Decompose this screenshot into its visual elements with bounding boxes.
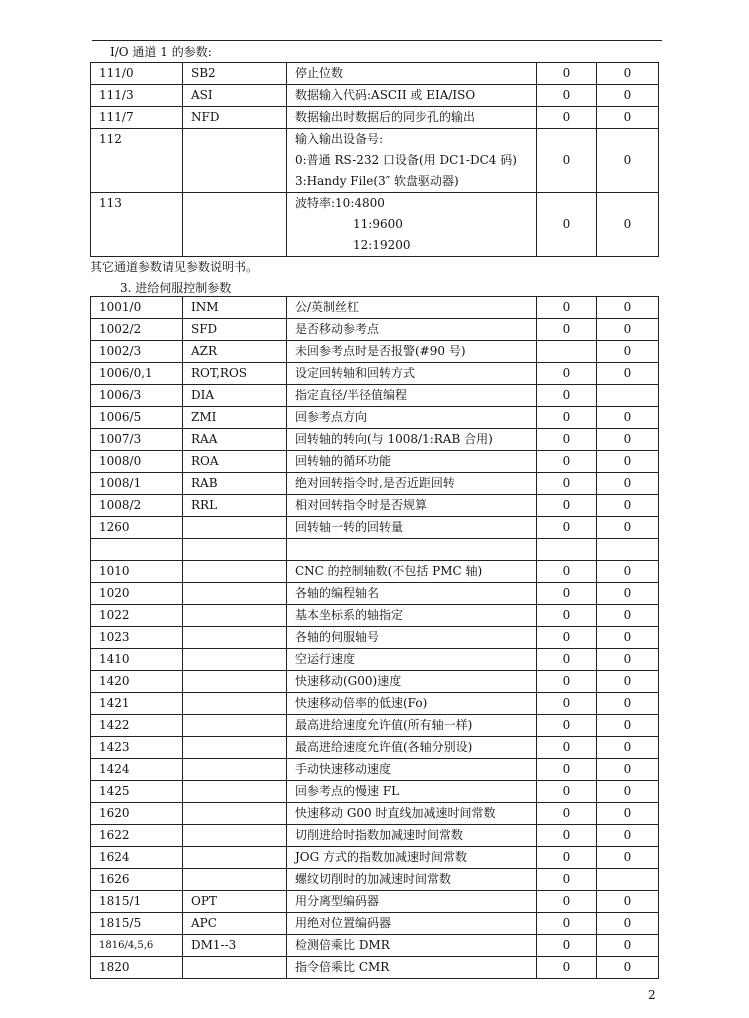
- param-value-1: 0: [537, 129, 597, 193]
- param-value-1: 0: [537, 561, 597, 583]
- table-row: [91, 129, 659, 193]
- param-symbol: [183, 869, 287, 891]
- param-number: 112: [91, 129, 183, 193]
- param-number: 1410: [91, 649, 183, 671]
- param-number: 1425: [91, 781, 183, 803]
- param-number: 113: [91, 193, 183, 257]
- param-symbol: [183, 539, 287, 561]
- table-row: [91, 781, 659, 803]
- param-description: 回转轴一转的回转量: [287, 517, 537, 539]
- param-number: 1022: [91, 605, 183, 627]
- table-row: [91, 891, 659, 913]
- param-value-2: 0: [597, 583, 659, 605]
- table-row: [91, 583, 659, 605]
- table-row: [91, 671, 659, 693]
- param-number: 1620: [91, 803, 183, 825]
- description-line: 3:Handy File(3″ 软盘驱动器): [295, 174, 459, 188]
- param-value-1: 0: [537, 385, 597, 407]
- param-symbol: [183, 671, 287, 693]
- param-number: 1007/3: [91, 429, 183, 451]
- param-value-2: [597, 539, 659, 561]
- param-description: [287, 193, 537, 257]
- param-value-2: 0: [597, 605, 659, 627]
- param-value-1: 0: [537, 913, 597, 935]
- param-number: 1008/0: [91, 451, 183, 473]
- param-value-1: 0: [537, 671, 597, 693]
- param-symbol: [183, 737, 287, 759]
- param-number: 1008/2: [91, 495, 183, 517]
- param-description: 用分离型编码器: [287, 891, 537, 913]
- param-value-2: 0: [597, 957, 659, 979]
- param-symbol: [183, 715, 287, 737]
- servo-parameter-table: [90, 296, 659, 979]
- param-value-2: 0: [597, 627, 659, 649]
- param-symbol: DIA: [183, 385, 287, 407]
- table-row: [91, 539, 659, 561]
- param-value-2: 0: [597, 649, 659, 671]
- param-symbol: [183, 561, 287, 583]
- param-symbol: [183, 193, 287, 257]
- param-value-2: 0: [597, 891, 659, 913]
- param-symbol: RAB: [183, 473, 287, 495]
- param-symbol: [183, 957, 287, 979]
- param-symbol: AZR: [183, 341, 287, 363]
- param-description: 最高进给速度允许值(各轴分别设): [287, 737, 537, 759]
- param-description: 相对回转指令时是否规算: [287, 495, 537, 517]
- param-symbol: [183, 649, 287, 671]
- param-description: CNC 的控制轴数(不包括 PMC 轴): [287, 561, 537, 583]
- param-value-1: 0: [537, 891, 597, 913]
- table-row: [91, 957, 659, 979]
- table-row: [91, 385, 659, 407]
- param-number: 1260: [91, 517, 183, 539]
- param-number: [91, 539, 183, 561]
- param-number: 1622: [91, 825, 183, 847]
- param-number: 1023: [91, 627, 183, 649]
- param-value-1: 0: [537, 649, 597, 671]
- param-value-1: 0: [537, 583, 597, 605]
- param-value-2: 0: [597, 451, 659, 473]
- param-value-1: 0: [537, 63, 597, 85]
- param-number: 1006/3: [91, 385, 183, 407]
- param-symbol: APC: [183, 913, 287, 935]
- param-value-2: [597, 869, 659, 891]
- param-value-1: 0: [537, 517, 597, 539]
- table-row: [91, 561, 659, 583]
- param-description: 检测倍乘比 DMR: [287, 935, 537, 957]
- param-description: 是否移动参考点: [287, 319, 537, 341]
- param-value-2: 0: [597, 85, 659, 107]
- param-number: 111/3: [91, 85, 183, 107]
- table-row: [91, 85, 659, 107]
- param-description: 各轴的伺服轴号: [287, 627, 537, 649]
- param-value-1: 0: [537, 737, 597, 759]
- param-description: 空运行速度: [287, 649, 537, 671]
- table-row: [91, 737, 659, 759]
- param-number: 1006/0,1: [91, 363, 183, 385]
- param-value-2: 0: [597, 107, 659, 129]
- param-number: 111/0: [91, 63, 183, 85]
- param-value-2: 0: [597, 803, 659, 825]
- param-value-2: 0: [597, 429, 659, 451]
- param-value-2: [597, 385, 659, 407]
- table-row: [91, 869, 659, 891]
- param-value-1: 0: [537, 605, 597, 627]
- description-line: 0:普通 RS-232 口设备(用 DC1-DC4 码): [295, 153, 517, 167]
- param-number: 1423: [91, 737, 183, 759]
- param-description: 数据输入代码:ASCII 或 EIA/ISO: [287, 85, 537, 107]
- param-value-2: 0: [597, 517, 659, 539]
- param-number: 1422: [91, 715, 183, 737]
- param-description: 快速移动 G00 时直线加减速时间常数: [287, 803, 537, 825]
- param-number: 1626: [91, 869, 183, 891]
- param-number: 1421: [91, 693, 183, 715]
- param-description: [287, 129, 537, 193]
- param-number: 1820: [91, 957, 183, 979]
- param-value-1: 0: [537, 429, 597, 451]
- param-description: JOG 方式的指数加减速时间常数: [287, 847, 537, 869]
- table-row: [91, 715, 659, 737]
- param-description: 快速移动倍率的低速(Fo): [287, 693, 537, 715]
- param-description: 指令倍乘比 CMR: [287, 957, 537, 979]
- param-number: 111/7: [91, 107, 183, 129]
- param-symbol: ROA: [183, 451, 287, 473]
- param-value-1: 0: [537, 627, 597, 649]
- param-value-2: 0: [597, 781, 659, 803]
- param-value-2: 0: [597, 913, 659, 935]
- param-value-2: 0: [597, 341, 659, 363]
- table-row: [91, 407, 659, 429]
- servo-table-body: [91, 297, 659, 979]
- table-row: [91, 193, 659, 257]
- param-description: 未回参考点时是否报警(#90 号): [287, 341, 537, 363]
- param-value-1: 0: [537, 495, 597, 517]
- param-value-1: 0: [537, 957, 597, 979]
- param-value-2: 0: [597, 297, 659, 319]
- param-value-1: 0: [537, 825, 597, 847]
- param-description: 数据输出时数据后的同步孔的输出: [287, 107, 537, 129]
- param-value-2: 0: [597, 407, 659, 429]
- param-symbol: [183, 605, 287, 627]
- param-value-1: [537, 341, 597, 363]
- note-text: 其它通道参数请见参数说明书。: [90, 260, 259, 274]
- param-value-2: 0: [597, 561, 659, 583]
- param-symbol: [183, 759, 287, 781]
- param-number: 1002/2: [91, 319, 183, 341]
- param-symbol: SB2: [183, 63, 287, 85]
- param-value-1: 0: [537, 693, 597, 715]
- param-symbol: [183, 781, 287, 803]
- table-row: [91, 297, 659, 319]
- table-row: [91, 429, 659, 451]
- param-symbol: OPT: [183, 891, 287, 913]
- param-symbol: SFD: [183, 319, 287, 341]
- param-value-2: 0: [597, 129, 659, 193]
- param-value-1: 0: [537, 85, 597, 107]
- table-row: [91, 627, 659, 649]
- param-value-2: 0: [597, 693, 659, 715]
- param-value-1: 0: [537, 107, 597, 129]
- param-value-1: 0: [537, 473, 597, 495]
- param-description: 手动快速移动速度: [287, 759, 537, 781]
- param-value-2: 0: [597, 847, 659, 869]
- param-description: 基本坐标系的轴指定: [287, 605, 537, 627]
- param-description: 螺纹切削时的加减速时间常数: [287, 869, 537, 891]
- param-description: 指定直径/半径值编程: [287, 385, 537, 407]
- param-symbol: RRL: [183, 495, 287, 517]
- description-line: 11:9600: [353, 217, 403, 231]
- param-symbol: [183, 627, 287, 649]
- section-heading-io-channel: I/O 通道 1 的参数:: [110, 45, 212, 59]
- param-value-1: [537, 539, 597, 561]
- param-number: 1815/5: [91, 913, 183, 935]
- param-description: 回转轴的循环功能: [287, 451, 537, 473]
- param-symbol: [183, 847, 287, 869]
- param-symbol: [183, 583, 287, 605]
- param-description: 回参考点方向: [287, 407, 537, 429]
- param-number: 1020: [91, 583, 183, 605]
- param-number: 1420: [91, 671, 183, 693]
- param-symbol: [183, 129, 287, 193]
- param-symbol: ROT,ROS: [183, 363, 287, 385]
- param-value-2: 0: [597, 935, 659, 957]
- table-row: [91, 451, 659, 473]
- param-value-2: 0: [597, 63, 659, 85]
- param-number: 1002/3: [91, 341, 183, 363]
- param-symbol: INM: [183, 297, 287, 319]
- header-rule: [92, 40, 662, 41]
- section-heading-servo: 3. 进给伺服控制参数: [120, 281, 232, 295]
- param-description: 回参考点的慢速 FL: [287, 781, 537, 803]
- table-row: [91, 63, 659, 85]
- param-description: 切削进给时指数加减速时间常数: [287, 825, 537, 847]
- param-description: 最高进给速度允许值(所有轴一样): [287, 715, 537, 737]
- param-symbol: RAA: [183, 429, 287, 451]
- param-symbol: ASI: [183, 85, 287, 107]
- param-value-1: 0: [537, 847, 597, 869]
- table-row: [91, 605, 659, 627]
- param-value-1: 0: [537, 297, 597, 319]
- param-symbol: [183, 825, 287, 847]
- table-row: [91, 759, 659, 781]
- table-row: [91, 803, 659, 825]
- param-number: 1001/0: [91, 297, 183, 319]
- param-value-1: 0: [537, 319, 597, 341]
- param-number: 1624: [91, 847, 183, 869]
- param-number: 1815/1: [91, 891, 183, 913]
- param-description: 各轴的编程轴名: [287, 583, 537, 605]
- table-row: [91, 495, 659, 517]
- param-value-1: 0: [537, 935, 597, 957]
- param-value-1: 0: [537, 759, 597, 781]
- description-line: 输入输出设备号:: [295, 132, 384, 146]
- param-number: 1816/4,5,6: [91, 935, 183, 957]
- io-parameter-table: [90, 62, 659, 257]
- table-row: [91, 913, 659, 935]
- table-row: [91, 363, 659, 385]
- table-row: [91, 825, 659, 847]
- param-description: 绝对回转指令时,是否近距回转: [287, 473, 537, 495]
- table-row: [91, 649, 659, 671]
- param-symbol: [183, 693, 287, 715]
- param-value-1: 0: [537, 363, 597, 385]
- param-value-1: 0: [537, 781, 597, 803]
- param-value-2: 0: [597, 193, 659, 257]
- param-value-2: 0: [597, 319, 659, 341]
- param-description: 公/英制丝杠: [287, 297, 537, 319]
- table-row: [91, 517, 659, 539]
- param-description: 用绝对位置编码器: [287, 913, 537, 935]
- param-symbol: DM1--3: [183, 935, 287, 957]
- param-value-1: 0: [537, 869, 597, 891]
- param-description: 设定回转轴和回转方式: [287, 363, 537, 385]
- param-value-2: 0: [597, 671, 659, 693]
- param-value-2: 0: [597, 715, 659, 737]
- page-number: 2: [648, 988, 656, 1002]
- param-value-1: 0: [537, 193, 597, 257]
- description-line: 12:19200: [353, 238, 411, 252]
- param-value-2: 0: [597, 473, 659, 495]
- param-value-2: 0: [597, 737, 659, 759]
- table-row: [91, 107, 659, 129]
- param-symbol: [183, 517, 287, 539]
- param-value-1: 0: [537, 451, 597, 473]
- param-description: 停止位数: [287, 63, 537, 85]
- param-symbol: ZMI: [183, 407, 287, 429]
- param-number: 1008/1: [91, 473, 183, 495]
- param-value-2: 0: [597, 495, 659, 517]
- param-value-2: 0: [597, 759, 659, 781]
- description-line: 波特率:10:4800: [295, 196, 385, 210]
- param-value-1: 0: [537, 715, 597, 737]
- param-symbol: [183, 803, 287, 825]
- table-row: [91, 473, 659, 495]
- table-row: [91, 693, 659, 715]
- param-symbol: NFD: [183, 107, 287, 129]
- param-description: 回转轴的转向(与 1008/1:RAB 合用): [287, 429, 537, 451]
- param-value-2: 0: [597, 363, 659, 385]
- param-number: 1006/5: [91, 407, 183, 429]
- table-row: [91, 319, 659, 341]
- param-description: [287, 539, 537, 561]
- param-value-2: 0: [597, 825, 659, 847]
- param-value-1: 0: [537, 407, 597, 429]
- param-description: 快速移动(G00)速度: [287, 671, 537, 693]
- table-row: [91, 341, 659, 363]
- param-number: 1010: [91, 561, 183, 583]
- param-value-1: 0: [537, 803, 597, 825]
- table-row: [91, 847, 659, 869]
- table-row: [91, 935, 659, 957]
- param-number: 1424: [91, 759, 183, 781]
